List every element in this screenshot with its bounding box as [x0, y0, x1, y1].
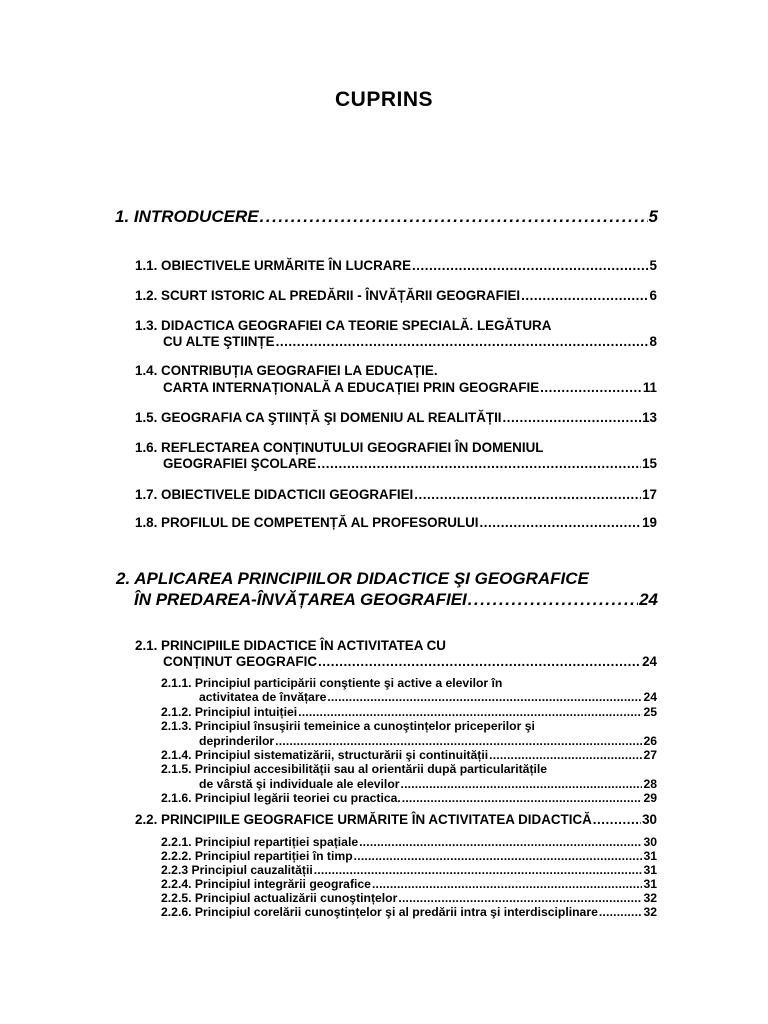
- dot-leader: [503, 410, 642, 425]
- toc-subsection-2-1-5[interactable]: [199, 777, 657, 791]
- dot-leader: [414, 487, 641, 502]
- dot-leader: [317, 456, 641, 471]
- dot-leader: [359, 835, 642, 849]
- toc-label: 1.5. GEOGRAFIA CA ŞTIINȚĂ ŞI DOMENIU AL REALITĂȚII: [135, 410, 502, 425]
- toc-label: 2.2.6. Principiul corelării cunoştințelor şi al predării intra şi interdisciplinare: [161, 905, 598, 919]
- toc-label: 1. INTRODUCERE: [115, 207, 259, 226]
- toc-label: de vârstă şi individuale ale elevilor: [199, 777, 400, 791]
- dot-leader: [540, 380, 642, 395]
- toc-page: 6: [649, 288, 657, 303]
- toc-page: 5: [649, 258, 657, 273]
- dot-leader: [354, 849, 643, 863]
- dot-leader: [314, 863, 643, 877]
- toc-chapter-1[interactable]: [115, 207, 658, 227]
- toc-subsection-2-1-1-line1[interactable]: 2.1.1. Principiul participării conştiente şi active a elevilor în: [161, 676, 503, 690]
- dot-leader: [327, 690, 642, 704]
- toc-page: 5: [648, 207, 658, 226]
- toc-page: 31: [643, 849, 657, 863]
- dot-leader: [599, 905, 643, 919]
- toc-page: 11: [642, 380, 657, 395]
- toc-label: CONȚINUT GEOGRAFIC: [163, 654, 317, 669]
- toc-subsection-2-1-6[interactable]: [161, 791, 657, 805]
- dot-leader: [260, 207, 648, 227]
- toc-label: 1.1. OBIECTIVELE URMĂRITE ÎN LUCRARE: [135, 258, 412, 273]
- toc-label: 1.2. SCURT ISTORIC AL PREDĂRII - ÎNVĂȚĂRII GEOGRAFIEI: [135, 288, 521, 303]
- toc-subsection-2-2-6[interactable]: [161, 905, 657, 919]
- toc-section-1-3[interactable]: [163, 334, 657, 349]
- dot-leader: [276, 334, 649, 349]
- dot-leader: [479, 515, 641, 530]
- toc-section-1-6[interactable]: [163, 456, 657, 471]
- toc-page: 31: [643, 863, 657, 877]
- toc-page: 26: [643, 734, 657, 748]
- toc-label: 2.2.2. Principiul repartiției în timp: [161, 849, 353, 863]
- toc-section-2-1-line1[interactable]: 2.1. PRINCIPIILE DIDACTICE ÎN ACTIVITATEA CU: [135, 638, 446, 653]
- dot-leader: [402, 791, 643, 805]
- dot-leader: [593, 812, 641, 827]
- toc-label: GEOGRAFIEI ŞCOLARE: [163, 456, 317, 471]
- toc-label: 2.2.5. Principiul actualizării cunoştințelor: [161, 891, 398, 905]
- toc-subsection-2-2-4[interactable]: [161, 877, 657, 891]
- toc-label: ÎN PREDAREA-ÎNVĂȚAREA GEOGRAFIEI: [134, 590, 467, 609]
- toc-section-2-1[interactable]: [163, 654, 657, 669]
- toc-page: 30: [643, 835, 657, 849]
- toc-subsection-2-1-1[interactable]: [199, 690, 657, 704]
- toc-label: 2.1.4. Principiul sistematizării, structurării şi continuității: [161, 748, 489, 762]
- toc-label: 2.2.3 Principiul cauzalității: [161, 863, 313, 877]
- toc-page: 31: [643, 877, 657, 891]
- dot-leader: [468, 590, 638, 610]
- toc-section-1-7[interactable]: [135, 487, 657, 502]
- toc-page: 32: [643, 905, 657, 919]
- toc-label: activitatea de învățare: [199, 690, 327, 704]
- toc-subsection-2-1-2[interactable]: [161, 705, 657, 719]
- toc-label: CARTA INTERNAȚIONALĂ A EDUCAȚIEI PRIN GEOGRAFIE: [163, 380, 540, 395]
- toc-page: 13: [642, 410, 657, 425]
- toc-page: 17: [642, 487, 657, 502]
- toc-page: 24: [639, 590, 658, 609]
- page-title: CUPRINS: [334, 88, 433, 111]
- toc-page: 25: [643, 705, 657, 719]
- toc-section-1-6-line1[interactable]: 1.6. REFLECTAREA CONȚINUTULUI GEOGRAFIEI ÎN DOMENIUL: [135, 440, 544, 455]
- dot-leader: [521, 288, 648, 303]
- toc-page: 15: [642, 456, 657, 471]
- toc-label: 2.2. PRINCIPIILE GEOGRAFICE URMĂRITE ÎN ACTIVITATEA DIDACTICĂ: [135, 812, 592, 827]
- toc-label: 2.2.4. Principiul integrării geografice: [161, 877, 371, 891]
- toc-section-1-4[interactable]: [163, 380, 657, 395]
- toc-chapter-2-line1[interactable]: 2. APLICAREA PRINCIPIILOR DIDACTICE ŞI GEOGRAFICE: [116, 569, 589, 588]
- toc-label: 1.7. OBIECTIVELE DIDACTICII GEOGRAFIEI: [135, 487, 414, 502]
- toc-label: 1.8. PROFILUL DE COMPETENȚĂ AL PROFESORULUI: [135, 515, 479, 530]
- dot-leader: [318, 654, 641, 669]
- toc-section-1-3-line1[interactable]: 1.3. DIDACTICA GEOGRAFIEI CA TEORIE SPECIALĂ. LEGĂTURA: [135, 318, 552, 333]
- toc-label: 2.1.2. Principiul intuiției: [161, 705, 298, 719]
- toc-label: 2.1.6. Principiul legării teoriei cu practica.: [161, 791, 401, 805]
- dot-leader: [489, 748, 642, 762]
- toc-page: 30: [642, 812, 657, 827]
- dot-leader: [412, 258, 649, 273]
- toc-subsection-2-2-2[interactable]: [161, 849, 657, 863]
- toc-section-1-1[interactable]: [135, 258, 657, 273]
- toc-label: deprinderilor: [199, 734, 275, 748]
- toc-subsection-2-2-1[interactable]: [161, 835, 657, 849]
- toc-section-2-2[interactable]: [135, 812, 657, 827]
- toc-page: 24: [642, 654, 657, 669]
- toc-subsection-2-2-3[interactable]: [161, 863, 657, 877]
- toc-page: 29: [643, 791, 657, 805]
- toc-subsection-2-1-3-line1[interactable]: 2.1.3. Principiul însuşirii temeinice a cunoştințelor priceperilor şi: [161, 719, 535, 733]
- dot-leader: [275, 734, 642, 748]
- toc-section-1-2[interactable]: [135, 288, 657, 303]
- dot-leader: [398, 891, 642, 905]
- toc-page: 27: [643, 748, 657, 762]
- toc-subsection-2-2-5[interactable]: [161, 891, 657, 905]
- toc-section-1-8[interactable]: [135, 515, 657, 530]
- toc-page: 24: [643, 690, 657, 704]
- dot-leader: [372, 877, 642, 891]
- toc-section-1-5[interactable]: [135, 410, 657, 425]
- dot-leader: [401, 777, 643, 791]
- toc-subsection-2-1-4[interactable]: [161, 748, 657, 762]
- toc-label: 2.2.1. Principiul repartiției spațiale: [161, 835, 359, 849]
- toc-subsection-2-1-5-line1[interactable]: 2.1.5. Principiul accesibilității sau al orientării după particularitățile: [161, 762, 548, 776]
- toc-subsection-2-1-3[interactable]: [199, 734, 657, 748]
- toc-page: 32: [643, 891, 657, 905]
- toc-page: 28: [643, 777, 657, 791]
- toc-page: 19: [642, 515, 657, 530]
- dot-leader: [298, 705, 642, 719]
- toc-section-1-4-line1[interactable]: 1.4. CONTRIBUȚIA GEOGRAFIEI LA EDUCAȚIE.: [135, 363, 438, 378]
- toc-label: CU ALTE ŞTIINȚE: [163, 334, 275, 349]
- toc-page: 8: [649, 334, 657, 349]
- toc-chapter-2[interactable]: [134, 590, 658, 610]
